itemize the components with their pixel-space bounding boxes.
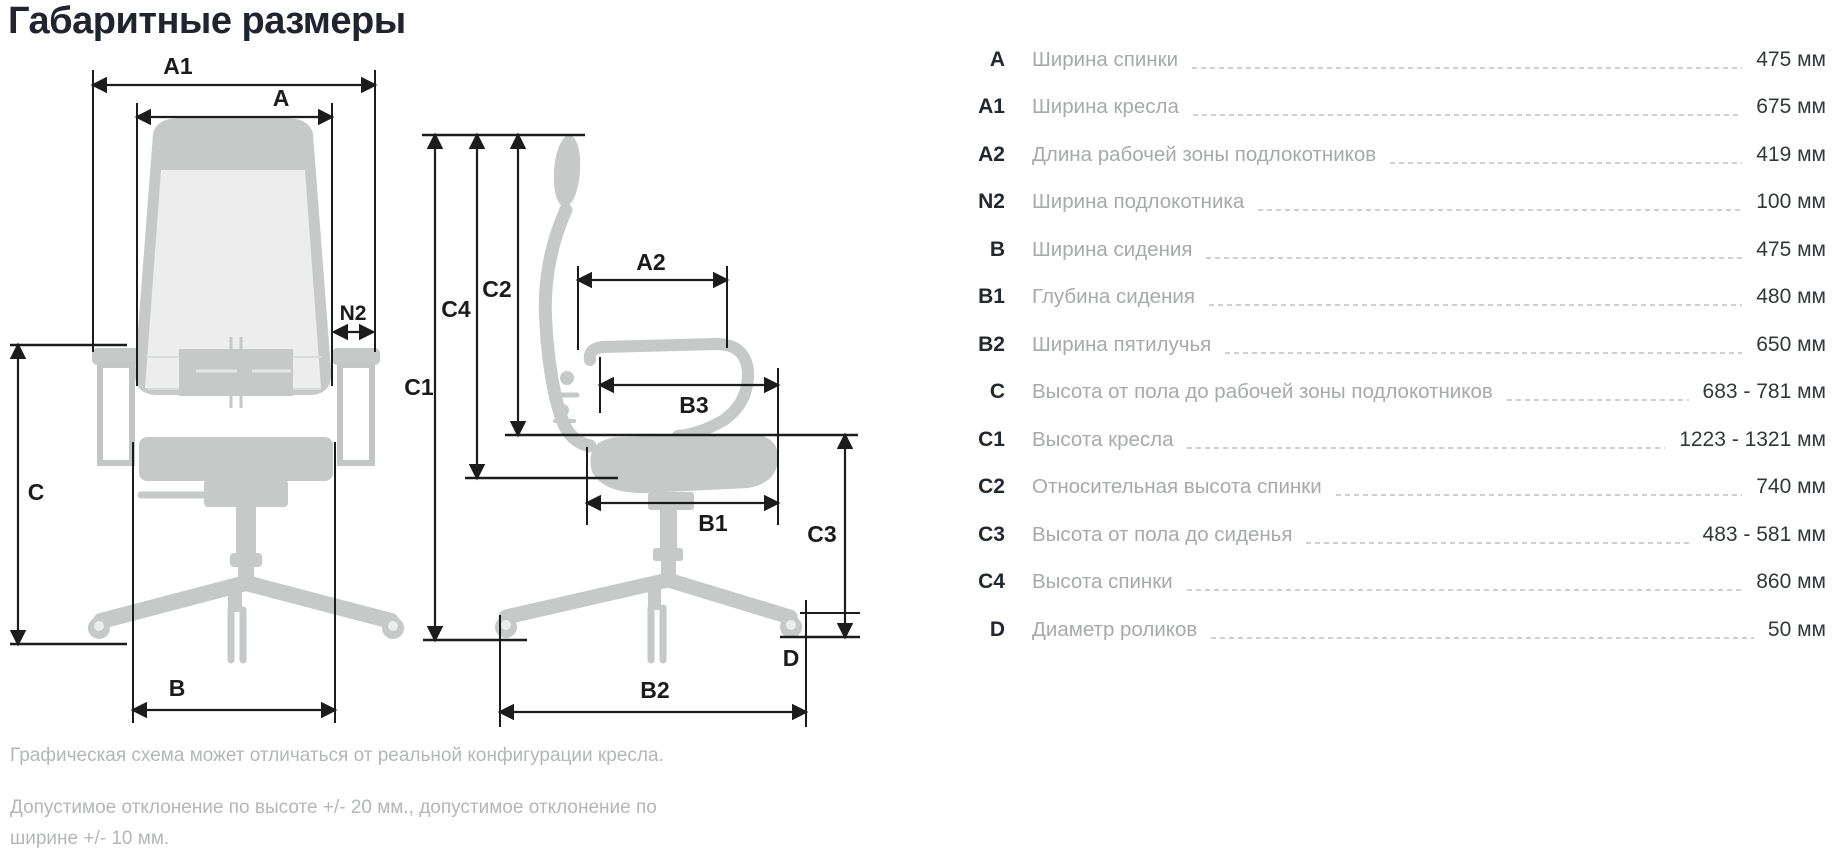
- dotted-leader: [1390, 162, 1742, 164]
- dim-label-a1: A1: [163, 53, 193, 79]
- dotted-leader: [1211, 637, 1754, 639]
- dotted-leader: [1306, 542, 1688, 544]
- chair-front-view: [88, 118, 404, 660]
- dimension-c: [10, 345, 127, 644]
- row-value: 860 мм: [1756, 570, 1826, 594]
- table-row: [935, 511, 1826, 559]
- dim-label-a: A: [272, 85, 290, 111]
- dim-label-b3: B3: [679, 392, 709, 418]
- row-label: Высота спинки: [1032, 570, 1173, 594]
- table-row: [935, 226, 1826, 274]
- table-row: [935, 606, 1826, 654]
- dimensions-table: [935, 36, 1826, 654]
- row-value: 480 мм: [1756, 285, 1826, 309]
- dim-label-c: C: [27, 479, 45, 505]
- row-key: C2: [978, 475, 1005, 499]
- dim-label-b2: B2: [640, 677, 670, 703]
- row-value: 675 мм: [1756, 95, 1826, 119]
- row-value: 419 мм: [1756, 142, 1826, 166]
- row-value: 650 мм: [1756, 332, 1826, 356]
- row-key: C4: [978, 570, 1005, 594]
- row-value: 483 - 581 мм: [1702, 522, 1826, 546]
- dotted-leader: [1187, 589, 1743, 591]
- row-label: Относительная высота спинки: [1032, 475, 1322, 499]
- row-value: 740 мм: [1756, 475, 1826, 499]
- row-label: Ширина спинки: [1032, 47, 1179, 71]
- row-key: C: [989, 380, 1005, 404]
- dimension-c3: [780, 435, 860, 637]
- row-key: A: [989, 47, 1005, 71]
- dotted-leader: [1507, 399, 1689, 401]
- row-value: 1223 - 1321 мм: [1679, 427, 1826, 451]
- row-key: A2: [978, 142, 1005, 166]
- dotted-leader: [1187, 447, 1665, 449]
- dim-label-c2: C2: [482, 276, 512, 302]
- row-label: Глубина сидения: [1032, 285, 1195, 309]
- dim-label-d: D: [782, 645, 800, 671]
- dim-label-b1: B1: [698, 510, 728, 536]
- row-value: 100 мм: [1756, 190, 1826, 214]
- row-key: A1: [978, 95, 1005, 119]
- dim-label-n2: N2: [339, 302, 367, 325]
- row-value: 475 мм: [1756, 47, 1826, 71]
- table-row: [935, 36, 1826, 84]
- table-row: [935, 84, 1826, 132]
- table-row: [935, 274, 1826, 322]
- table-row: [935, 321, 1826, 369]
- table-row: [935, 416, 1826, 464]
- page-title: Габаритные размеры: [8, 0, 406, 42]
- dimension-c4: [441, 135, 618, 478]
- table-row: [935, 559, 1826, 607]
- row-key: B1: [978, 285, 1005, 309]
- row-label: Высота от пола до сиденья: [1032, 522, 1293, 546]
- row-key: B: [989, 237, 1005, 261]
- row-key: B2: [978, 332, 1005, 356]
- row-label: Ширина пятилучья: [1032, 332, 1212, 356]
- row-value: 683 - 781 мм: [1702, 380, 1826, 404]
- row-value: 475 мм: [1756, 237, 1826, 261]
- row-label: Ширина сидения: [1032, 237, 1193, 261]
- row-key: C3: [978, 522, 1005, 546]
- chair-side-view: [495, 134, 802, 660]
- row-label: Диаметр роликов: [1032, 617, 1198, 641]
- table-row: [935, 369, 1826, 417]
- row-label: Длина рабочей зоны подлокотников: [1032, 142, 1377, 166]
- dotted-leader: [1225, 352, 1742, 354]
- table-row: [935, 131, 1826, 179]
- dimension-c2: [482, 135, 858, 435]
- dimension-a2: [578, 249, 727, 350]
- dotted-leader: [1336, 494, 1743, 496]
- row-key: N2: [978, 190, 1005, 214]
- table-row: [935, 179, 1826, 227]
- dotted-leader: [1193, 114, 1742, 116]
- dim-label-c4: C4: [441, 296, 471, 322]
- row-key: D: [989, 617, 1005, 641]
- footnote-tolerance: Допустимое отклонение по высоте +/- 20 мм., допустимое отклонение по ширине +/- 10 мм.: [10, 797, 657, 850]
- dotted-leader: [1258, 209, 1742, 211]
- dim-label-c1: C1: [404, 374, 434, 400]
- row-value: 50 мм: [1767, 617, 1826, 641]
- row-label: Ширина кресла: [1032, 95, 1179, 119]
- row-key: C1: [978, 427, 1005, 451]
- dim-label-c3: C3: [807, 521, 837, 547]
- row-label: Высота кресла: [1032, 427, 1174, 451]
- footnote-schema-disclaimer: Графическая схема может отличаться от реальной конфигурации кресла.: [10, 745, 664, 766]
- row-label: Ширина подлокотника: [1032, 190, 1245, 214]
- dotted-leader: [1206, 257, 1742, 259]
- chair-dimensions-diagram: [0, 0, 950, 740]
- row-label: Высота от пола до рабочей зоны подлокотников: [1032, 380, 1493, 404]
- dotted-leader: [1192, 67, 1742, 69]
- dotted-leader: [1209, 304, 1742, 306]
- dim-label-b: B: [168, 675, 186, 701]
- dim-label-a2: A2: [636, 249, 666, 275]
- table-row: [935, 464, 1826, 512]
- dimension-n2: [334, 302, 373, 332]
